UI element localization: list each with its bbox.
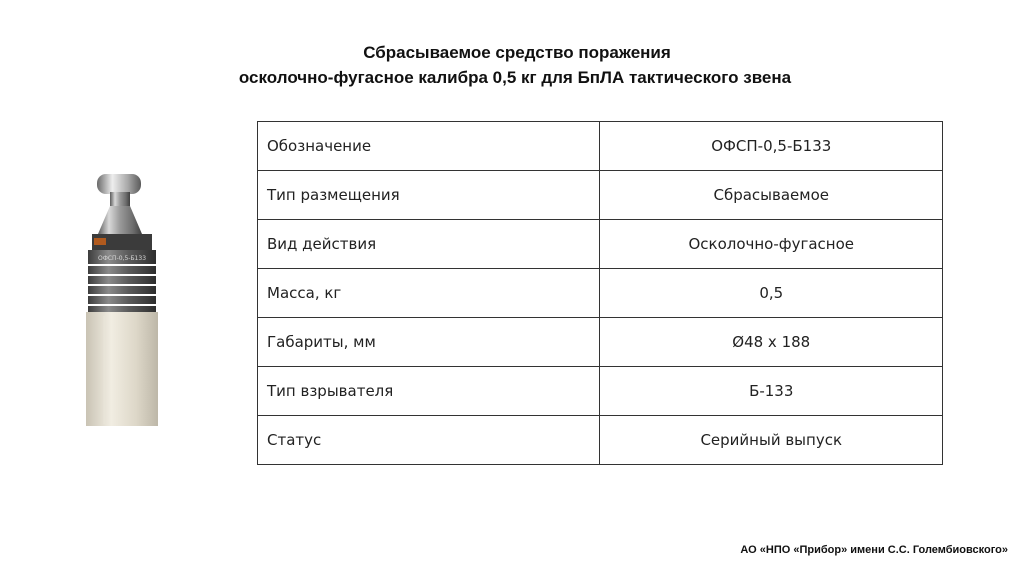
spec-value: ОФСП-0,5-Б133 bbox=[600, 122, 943, 171]
table-row bbox=[258, 122, 943, 171]
munition-product-image bbox=[84, 170, 164, 428]
table-row bbox=[258, 269, 943, 318]
table-row bbox=[258, 220, 943, 269]
slide-title-line-2: осколочно-фугасное калибра 0,5 кг для БпЛА тактического звена bbox=[238, 68, 792, 87]
fuze-neck bbox=[110, 192, 130, 206]
spec-label: Габариты, мм bbox=[258, 318, 600, 367]
fuze-cone bbox=[98, 206, 142, 234]
body-ring bbox=[88, 286, 156, 294]
body-ring bbox=[88, 306, 156, 312]
spec-label: Обозначение bbox=[258, 122, 600, 171]
spec-label: Тип взрывателя bbox=[258, 367, 600, 416]
spec-value: Осколочно-фугасное bbox=[600, 220, 943, 269]
body-marking-text: ОФСП-0,5-Б133 bbox=[97, 255, 147, 262]
table-row bbox=[258, 367, 943, 416]
company-footer: АО «НПО «Прибор» имени С.С. Голембиовского» bbox=[740, 544, 1008, 556]
body-ring bbox=[88, 296, 156, 304]
spec-label: Вид действия bbox=[258, 220, 600, 269]
spec-label: Статус bbox=[258, 416, 600, 465]
nose-cap bbox=[97, 174, 141, 194]
slide-title-line-1: Сбрасываемое средство поражения bbox=[363, 43, 671, 62]
body-ring bbox=[88, 266, 156, 274]
munition-body bbox=[86, 312, 158, 426]
table-row bbox=[258, 416, 943, 465]
spec-value: Сбрасываемое bbox=[600, 171, 943, 220]
spec-label: Масса, кг bbox=[258, 269, 600, 318]
spec-label: Тип размещения bbox=[258, 171, 600, 220]
body-ring bbox=[88, 276, 156, 284]
spec-value: Б-133 bbox=[600, 367, 943, 416]
spec-value: Ø48 х 188 bbox=[600, 318, 943, 367]
spec-value: 0,5 bbox=[600, 269, 943, 318]
specifications-table bbox=[257, 121, 943, 465]
spec-value: Серийный выпуск bbox=[600, 416, 943, 465]
table-row bbox=[258, 171, 943, 220]
slide-title bbox=[0, 40, 1024, 90]
table-row bbox=[258, 318, 943, 367]
fuze-marking bbox=[94, 238, 106, 245]
